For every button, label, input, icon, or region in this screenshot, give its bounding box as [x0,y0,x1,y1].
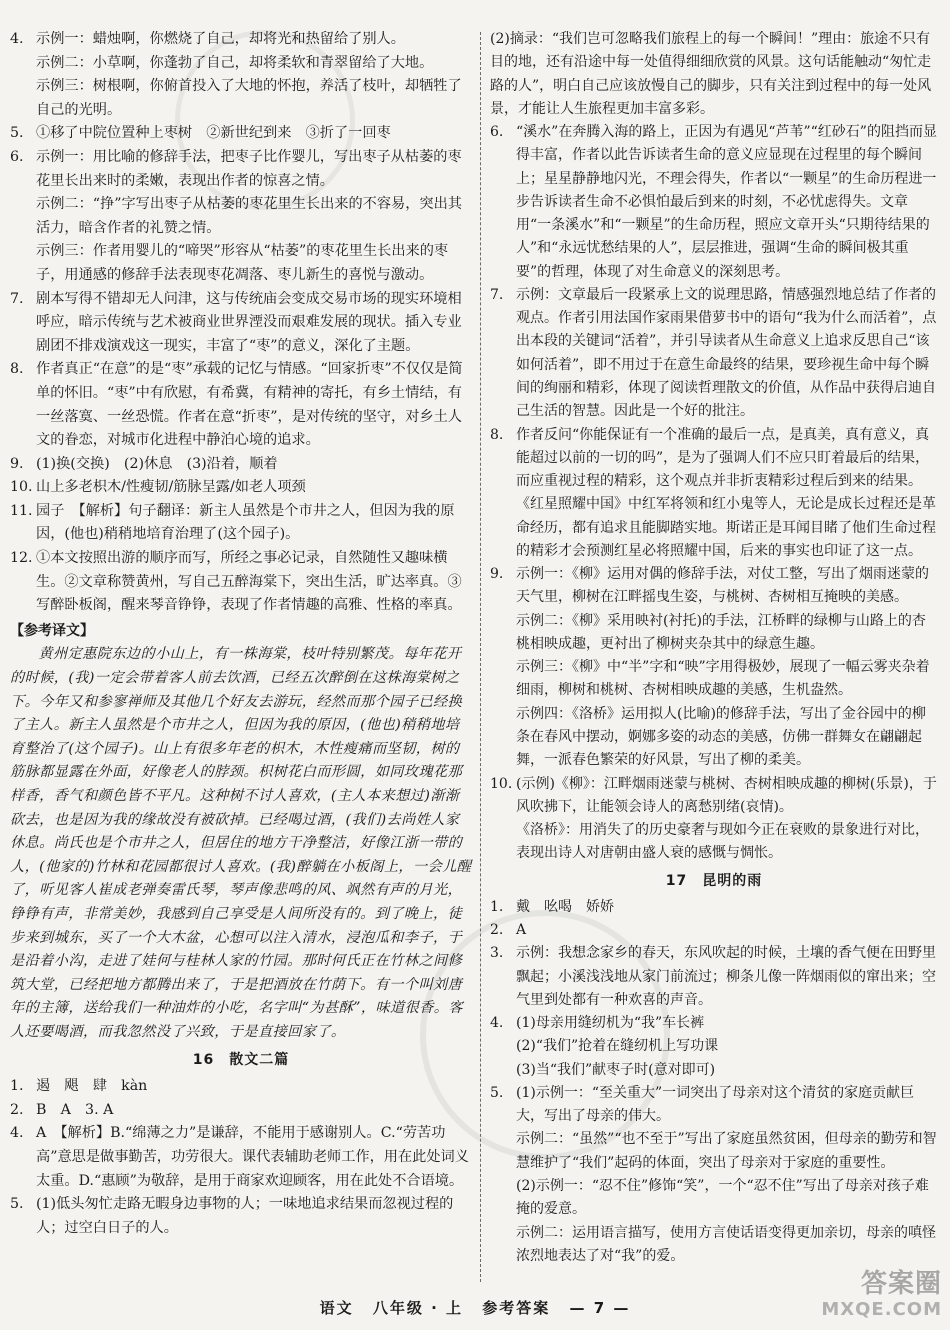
footer-page-number: — 7 — [569,1299,631,1317]
answer-line [10,1099,472,1123]
question-number: 3. [490,945,504,962]
answer-text: ①移了中院位置种上枣树 ②新世纪到来 ③折了一回枣 [36,125,391,142]
left-column [10,28,472,1240]
question-number: 6. [490,124,504,141]
question-number: 10. [490,775,513,792]
answer-line: (2)摘录：“我们岂可忽略我们旅程上的每一个瞬间！”理由：旅途不只有目的地，还有沿途中每一处值得细细欣赏的风景。这句话能触动“匆忙走路的人”，明白自己应该放慢自己的脚步，只有关注到过程中的每一处风景，才能让人生旅程更加丰富多彩。 [490,31,932,117]
answer-line [490,121,938,284]
answer-text: ①本文按照出游的顺序而写，所经之事必记录，自然随性又趣味横生。②文章称赞黄州，写自己五醉海棠下，突出生活，旷达率真。③写醉卧板阁，醒来琴音铮铮，表现了作者情趣的高雅、性格的率真。 [36,550,462,614]
answer-line: 示例二：小草啊，你蓬勃了自己，却将柔软和青翠留给了大地。 [36,54,434,71]
column-divider [480,32,481,1282]
answer-line [10,358,472,452]
question-number: 5. [10,1196,24,1213]
answer-text: 遏 飓 肆 kàn [36,1078,148,1095]
watermark-url: MXQE.COM [821,1299,942,1321]
question-number: 4. [490,1015,504,1032]
answer-line [10,476,472,500]
answer-line [10,500,472,547]
watermark-logo-text: 答案圈 [860,1269,942,1300]
answer-text: 剧本写得不错却无人问津，这与传统庙会变成交易市场的现实环境相呼应，暗示传统与艺术被商业世界湮没而艰难发展的现状。插入专业剧团不排戏演戏这一现实，丰富了“枣”的意义，深化了主题。 [36,290,462,354]
answer-line [10,28,472,52]
question-number: 1. [490,898,504,915]
question-number: 9. [10,455,24,472]
answer-text: (1)母亲用缝纫机为“我”车长裤 [516,1015,705,1032]
answer-line [10,146,472,193]
answer-text: (示例)《柳》：江畔烟雨迷蒙与桃树、杏树相映成趣的柳树(乐景)，于风吹拂下，让能领会诗人的离愁别绪(哀情)。 [516,775,937,815]
right-column [490,28,938,1268]
answer-text: 示例：我想念家乡的春天，东风吹起的时候，土壤的香气便在田野里飘起；小溪浅浅地从家门前流过；柳条儿像一阵烟雨似的窜出来；空气里到处都有一种欢喜的声音。 [516,945,936,1008]
answer-text: 作者真正“在意”的是“枣”承载的记忆与情感。“回家折枣”不仅仅是简单的怀旧。“枣”中有欣慰，有希冀，有精神的寄托，有乡土情结，有一丝落寞、一丝恐慌。作者在意“折枣”，是对传统的坚守，对乡土人文的眷恋，对城市化进程中静泊心境的追求。 [36,361,463,449]
answer-text: 示例一：用比喻的修辞手法，把枣子比作婴儿，写出枣子从枯萎的枣花里长出来时的柔嫩，表现出作者的惊喜之情。 [36,148,462,189]
question-number: 2. [10,1101,24,1118]
answer-line: 《洛桥》：用消失了的历史豪奢与现如今正在衰败的景象进行对比，表现出诗人对唐朝由盛人衰的感慨与惆怅。 [516,822,929,862]
question-number: 5. [490,1084,504,1101]
answer-line: 示例三：树根啊，你俯首投入了大地的怀抱，养活了枝叶，却牺牲了自己的光明。 [36,78,462,118]
footer-subject: 语文 [319,1299,354,1317]
answer-line: 示例二：“虽然”“也不至于”写出了家庭虽然贫困，但母亲的勤劳和智慧维护了“我们”起码的体面，突出了母亲对于家庭的重要性。 [516,1131,937,1171]
answer-line [490,1012,938,1035]
question-number: 5. [10,125,24,142]
answer-text: 山上多老枳木/性瘦韧/筋脉呈露/如老人项颈 [36,479,306,496]
answer-text: (1)低头匆忙走路无暇身边事物的人；一味地追求结果而忽视过程的人；过空白日子的人。 [36,1196,454,1236]
answer-text: 戴 吆喝 娇娇 [516,898,614,915]
answer-line [490,563,938,610]
question-number: 9. [490,566,504,583]
answer-line: (2)示例一：“忍不住”修饰“笑”，一个“忍不住”写出了母亲对孩子难掩的爱意。 [516,1178,929,1218]
question-number: 11. [10,502,33,519]
answer-line [10,453,472,477]
answer-text: 示例：文章最后一段紧承上文的说理思路，情感强烈地总结了作者的观点。作者引用法国作家雨果借萝书中的语句“我为什么而活着”，点出本段的关键词“活着”，并引导读者从生命意义上追求反思自己“该如何活着”，即不用过于在意生命最终的结果，要珍视生命中每个瞬间的绚丽和精彩，体现了阅读哲理散文的价值，从作品中获得启迪自己生活的智慧。因此是一个好的批注。 [516,286,937,420]
site-watermark [821,1270,942,1322]
question-number: 1. [10,1078,24,1095]
answer-text: 园子 【解析】句子翻译：新主人虽然是个市井之人，但因为我的原因，(他也)稍稍地培育治理了(这个园子)。 [36,502,455,543]
answer-text: “溪水”在奔腾入海的路上，正因为有遇见“芦苇”“红砂石”的阻挡而显得丰富，作者以此告诉读者生命的意义应显现在过程里的每个瞬间上；星星静静地闪光，不理会得失，作者以“一颗星”的生命历程进一步告诉读者生命不必惧怕最后到来的时刻，不必忧虑得失。文章用“一条溪水”和“一颗星”的生命历程，照应文章开头“只期待结果的人”和“永远忧愁结果的人”，层层推进，强调“生命的瞬间极其重要”的哲理，体现了对生命意义的深刻思考。 [516,124,937,280]
section-title: 17 昆明的雨 [665,872,763,889]
answer-line: 示例二：《柳》采用映衬(衬托)的手法，江桥畔的绿柳与山路上的杏桃相映成趣，更衬出了柳树夹杂其中的绿意生趣。 [516,612,926,652]
answer-line [490,942,938,1012]
footer-label: 参考答案 [482,1299,551,1317]
answer-line [490,1082,938,1129]
answer-text: A [516,922,527,939]
reference-translation: 黄州定惠院东边的小山上，有一株海棠，枝叶特别繁茂。每年花开的时候，(我)一定会带着客人前去饮酒，已经五次醉倒在这株海棠树之下。今年又和参寥禅师及其他几个好友去游玩，经然而那个园子已经换了主人。新主人虽然是个市井之人，但因为我的原因，(他也)稍稍地培育整治了(这个园子)。山上有很多年老的枳木，木性瘦痛而坚韧，树的筋脉都显露在外面，好像老人的脖颈。枳树花白而形圆，如同玫瑰花那样香，香气和颜色皆不平凡。这种树不讨人喜欢，(主人本来想过)渐渐砍去，也是因为我的缘故没有被砍掉。已经喝过酒，(我们)去尚姓人家休息。尚氏也是个市井之人，但居住的地方干净整洁，好像江浙一带的人，(他家的)竹林和花园都很讨人喜欢。(我)醉躺在小板阁上，一会儿醒了，听见客人崔成老弹奏雷氏琴，琴声像悲鸣的风、飒然有声的月光，铮铮有声，非常美妙，我感到自己享受是人间所没有的。到了晚上，徒步来到城东，买了一个大木盆，心想可以注入清水，浸泡瓜和李子，于是沿着小沟，走进了娃何与桂林人家的竹园。那时何氏正在竹林之间修筑大堂，已经把地方都腾出来了，于是把酒放在竹荫下。有一个叫刘唐年的主簿，送给我们一种油炸的小吃，名字叫“为甚酥”，味道很香。客人还要喝酒，而我忽然没了兴致，于是直接回家了。 [10,646,472,1040]
question-number: 8. [10,361,24,378]
answer-text: B A 3. A [36,1101,114,1118]
answer-line [490,773,938,820]
answer-line [10,547,472,618]
answer-text: 作者反问“你能保证有一个准确的最后一点，是真美，真有意义，真能超过以前的一切的吗”，是为了强调人们不应只盯着最后的结果，而应重视过程的精彩，这个观点并非折衷精彩过程后到来的结果。《红星照耀中国》中红军将领和红小鬼等人，无论是成长过程还是革命经历，都有追求且能脚踏实地。斯诺正是耳闻目睹了他们生命过程的精彩才会预测红星必将照耀中国，后来的事实也印证了这一点。 [516,426,936,559]
answer-line: 示例三：作者用婴儿的“啼哭”形容从“枯萎”的枣花里生长出来的枣子，用通感的修辞手法表现枣花凋落、枣儿新生的喜悦与激动。 [36,243,449,283]
answer-line [490,896,938,919]
answer-line [10,1122,472,1193]
answer-text: 示例一：《柳》运用对偶的修辞手法，对仗工整，写出了烟雨迷蒙的天气里，柳树在江畔摇曳生姿，与桃树、杏树相互掩映的美感。 [516,566,929,606]
answer-text: A 【解析】B.“绵薄之力”是谦辞，不能用于感谢别人。C.“劳苦功高”意思是做事勤苦，功劳很大。课代表辅助老师工作，用在此处词义太重。D.“惠顾”为敬辞，是用于商家欢迎顾客，用在此处不合语境。 [36,1125,469,1189]
question-number: 12. [10,550,33,567]
answer-line: 示例二：运用语言描写，使用方言使话语变得更加亲切，母亲的嗔怪浓烈地表达了对“我”的爱。 [516,1224,936,1264]
answer-line [10,122,472,146]
answer-text: 示例一：蜡烛啊，你燃烧了自己，却将光和热留给了别人。 [36,31,405,47]
question-number: 10. [10,479,33,496]
answer-line: (3)当“我们”献枣子时(意对即可) [516,1061,716,1078]
question-number: 6. [10,148,24,165]
answer-line: 示例三：《柳》中“半”字和“映”字用得极妙，展现了一幅云雾夹杂着细雨，柳树和桃树、杏树相映成趣的美感，生机盎然。 [516,659,930,699]
reference-translation-heading: 【参考译文】 [10,622,94,639]
answer-line: (2)“我们”抢着在缝纫机上写功课 [516,1038,719,1055]
answer-line [10,288,472,359]
answer-line: 示例二：“挣”字写出枣子从枯萎的枣花里生长出来的不容易，突出其活力，暗含作者的礼赞之情。 [36,196,462,236]
answer-line [490,284,938,424]
question-number: 4. [10,31,24,47]
answer-text: (1)换(交换) (2)休息 (3)沿着，顺着 [36,455,278,472]
footer-grade: 八年级 · 上 [372,1299,464,1317]
question-number: 7. [10,290,24,307]
answer-line: 示例四：《洛桥》运用拟人(比喻)的修辞手法，写出了金谷园中的柳条在春风中摆动，婀娜多姿的动态的美感，仿佛一群舞女在翩翩起舞，一派春色繁荣的好风景，写出了柳的柔美。 [516,705,926,769]
answer-line [10,1075,472,1099]
answer-line [490,919,938,942]
question-number: 7. [490,286,504,303]
section-title: 16 散文二篇 [192,1051,290,1068]
answer-line [490,424,938,564]
page-footer [0,1297,950,1321]
question-number: 2. [490,922,504,939]
answer-text: (1)示例一：“至关重大”一词突出了母亲对这个清贫的家庭贡献巨大，写出了母亲的伟大。 [516,1084,915,1125]
question-number: 4. [10,1125,24,1142]
question-number: 8. [490,426,504,443]
answer-line [10,1193,472,1240]
